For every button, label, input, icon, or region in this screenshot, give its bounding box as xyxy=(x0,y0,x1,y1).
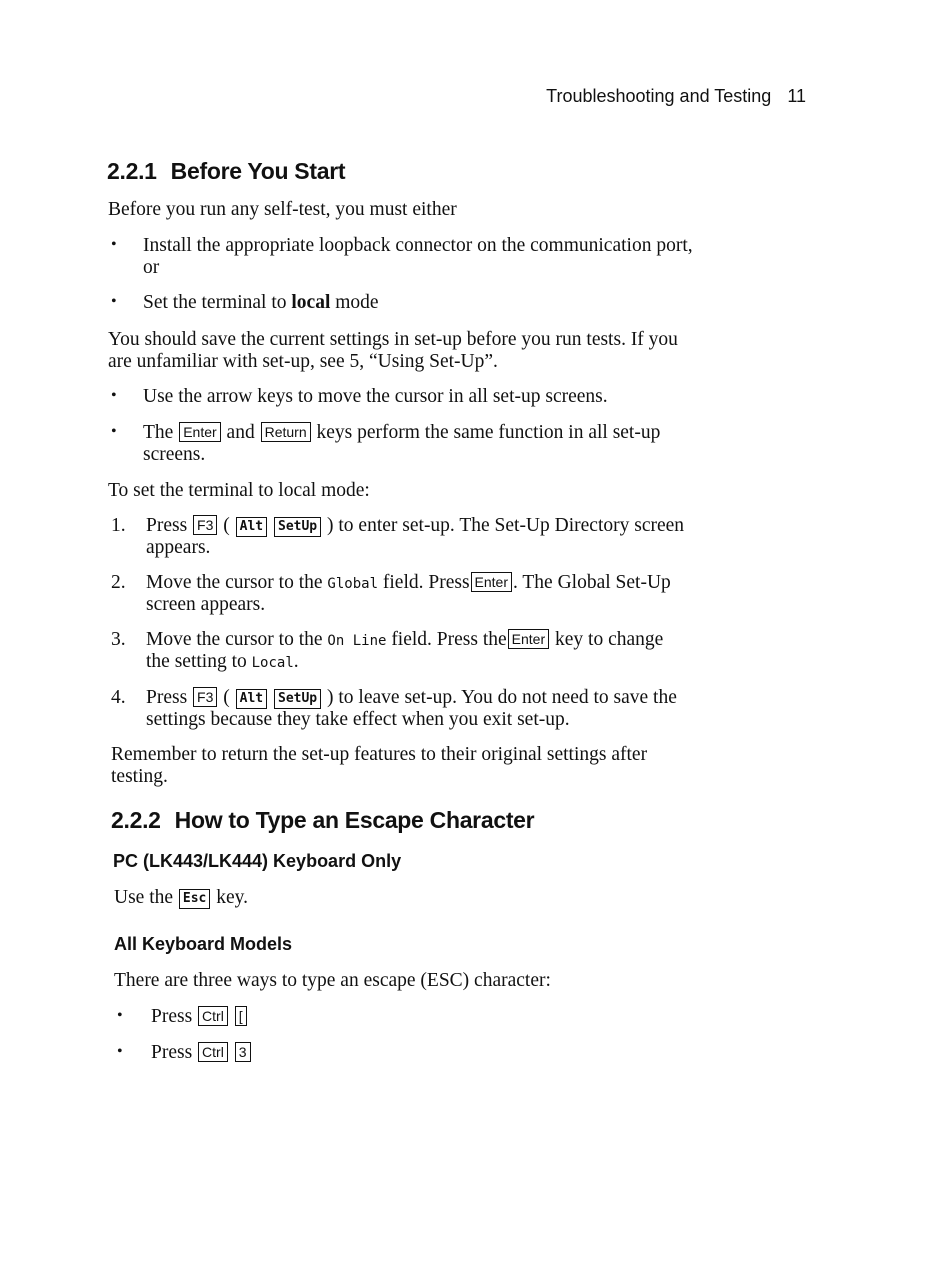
step-line: screen appears. xyxy=(146,594,266,615)
heading-2-2-2: 2.2.2 How to Type an Escape Character xyxy=(111,807,535,833)
step-line: the setting to Local. xyxy=(146,651,299,672)
bullet-item-line: or xyxy=(143,257,160,278)
bullet-item-local-mode: Set the terminal to local mode xyxy=(143,292,379,313)
global-field-name: Global xyxy=(327,576,378,592)
paragraph-line: testing. xyxy=(111,766,168,787)
enter-key: Enter xyxy=(179,422,220,442)
alt-key: Alt xyxy=(236,689,267,709)
ctrl-key: Ctrl xyxy=(198,1042,228,1062)
bullet-marker: • xyxy=(111,423,117,440)
step-number: 2. xyxy=(111,572,126,593)
bullet-item-line: screens. xyxy=(143,444,206,465)
step-line: Move the cursor to the On Line field. Press the Enter key to change xyxy=(146,629,664,650)
step-number: 4. xyxy=(111,687,126,708)
esc-key: Esc xyxy=(179,889,210,909)
bullet-marker: • xyxy=(117,1007,123,1024)
paragraph-line: Remember to return the set-up features to their original settings after xyxy=(111,744,648,765)
bullet-marker: • xyxy=(117,1043,123,1060)
f3-key: F3 xyxy=(193,687,217,707)
paragraph-line: To set the terminal to local mode: xyxy=(108,480,370,501)
intro-paragraph: Before you run any self-test, you must either xyxy=(108,199,457,220)
alt-key: Alt xyxy=(236,517,267,537)
enter-key: Enter xyxy=(471,572,512,592)
on-line-field-name: On Line xyxy=(327,633,387,649)
step-line: settings because they take effect when you exit set-up. xyxy=(146,709,570,730)
step-line: Press F3 ( Alt SetUp ) to leave set-up. You do not need to save the xyxy=(146,687,677,708)
running-header xyxy=(546,86,806,107)
setup-key: SetUp xyxy=(274,517,321,537)
paragraph-line: You should save the current settings in set-up before you run tests. If you xyxy=(108,329,678,350)
bullet-item-line: Press Ctrl [ xyxy=(151,1006,248,1028)
bullet-marker: • xyxy=(111,293,117,310)
step-line: appears. xyxy=(146,537,211,558)
paragraph-line: are unfamiliar with set-up, see 5, “Using Set-Up”. xyxy=(108,351,498,372)
step-number: 1. xyxy=(111,515,126,536)
page-number: 11 xyxy=(787,86,806,106)
paragraph-line: There are three ways to type an escape (ESC) character: xyxy=(114,970,551,991)
enter-key: Enter xyxy=(508,629,549,649)
paragraph-line: Use the Esc key. xyxy=(114,887,249,908)
ctrl-key: Ctrl xyxy=(198,1006,228,1026)
return-key: Return xyxy=(261,422,311,442)
step-line: Press F3 ( Alt SetUp ) to enter set-up. The Set-Up Directory screen xyxy=(146,515,685,536)
step-line: Move the cursor to the Global field. Press Enter . The Global Set-Up xyxy=(146,572,671,593)
bullet-marker: • xyxy=(111,236,117,253)
local-value: Local xyxy=(251,655,294,671)
subheading-pc-keyboard: PC (LK443/LK444) Keyboard Only xyxy=(113,851,402,871)
bullet-item-line: Install the appropriate loopback connector on the communication port, xyxy=(143,235,693,256)
section-title: Troubleshooting and Testing xyxy=(546,86,772,106)
heading-2-2-1: 2.2.1 Before You Start xyxy=(107,158,346,184)
bullet-marker: • xyxy=(111,387,117,404)
bullet-item-line: The Enter and Return keys perform the same function in all set-up xyxy=(143,422,661,443)
subheading-all-keyboards: All Keyboard Models xyxy=(114,934,293,954)
f3-key: F3 xyxy=(193,515,217,535)
three-key: 3 xyxy=(235,1042,251,1062)
left-bracket-key: [ xyxy=(235,1006,247,1026)
step-number: 3. xyxy=(111,629,126,650)
setup-key: SetUp xyxy=(274,689,321,709)
bullet-item-line: Use the arrow keys to move the cursor in all set-up screens. xyxy=(143,386,608,407)
bullet-item-line: Press Ctrl 3 xyxy=(151,1042,252,1064)
